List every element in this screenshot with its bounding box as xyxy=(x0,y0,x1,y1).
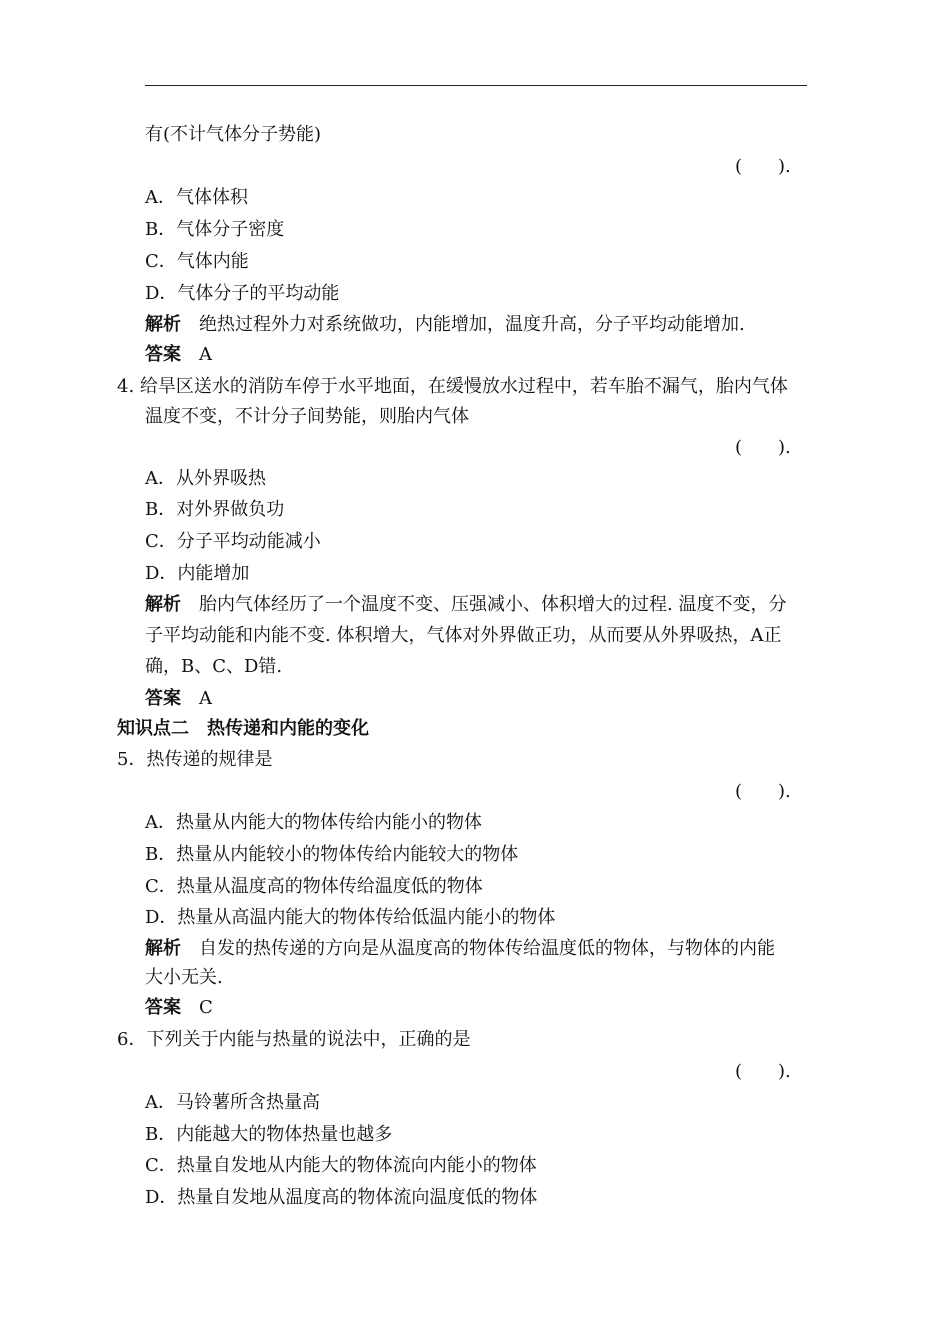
q5-option-a: A．热量从内能大的物体传给内能小的物体 xyxy=(145,812,482,833)
q6-option-a: A．马铃薯所含热量高 xyxy=(145,1092,320,1113)
q5-option-c: C．热量从温度高的物体传给温度低的物体 xyxy=(145,876,483,897)
q4-option-c: C．分子平均动能减小 xyxy=(145,531,321,552)
q6-stem: 6．下列关于内能与热量的说法中，正确的是 xyxy=(117,1029,471,1050)
q4-answer-value: A xyxy=(199,688,212,709)
q3-option-b: B．气体分子密度 xyxy=(145,219,285,240)
q5-analysis-line2: 大小无关. xyxy=(145,967,223,988)
q4-stem-line2: 温度不变，不计分子间势能，则胎内气体 xyxy=(145,406,469,427)
q3-analysis xyxy=(145,314,745,336)
q3-analysis-text: 绝热过程外力对系统做功，内能增加，温度升高，分子平均动能增加. xyxy=(199,314,745,335)
q4-analysis-line2: 子平均动能和内能不变. 体积增大，气体对外界做正功，从而要从外界吸热，A正 xyxy=(145,625,782,646)
q4-option-b: B．对外界做负功 xyxy=(145,499,285,520)
q4-stem-line1: 4. 给旱区送水的消防车停于水平地面，在缓慢放水过程中，若车胎不漏气，胎内气体 xyxy=(117,376,788,397)
q5-answer-value: C xyxy=(199,997,213,1018)
q4-analysis-text-1: 胎内气体经历了一个温度不变、压强减小、体积增大的过程. 温度不变，分 xyxy=(199,594,787,615)
q5-stem: 5．热传递的规律是 xyxy=(117,749,273,770)
q5-analysis-text-1: 自发的热传递的方向是从温度高的物体传给温度低的物体，与物体的内能 xyxy=(199,938,775,959)
q5-answer xyxy=(145,997,213,1019)
answer-label: 答案 xyxy=(145,344,181,365)
analysis-label: 解析 xyxy=(145,938,181,959)
q5-option-b: B．热量从内能较小的物体传给内能较大的物体 xyxy=(145,844,519,865)
q3-answer-value: A xyxy=(199,344,212,365)
q4-analysis-line3: 确，B、C、D错. xyxy=(145,656,283,677)
q3-option-c: C．气体内能 xyxy=(145,251,249,272)
q4-analysis-line1 xyxy=(145,594,786,616)
q6-option-c: C．热量自发地从内能大的物体流向内能小的物体 xyxy=(145,1155,537,1176)
answer-label: 答案 xyxy=(145,997,181,1018)
q4-answer xyxy=(145,688,212,710)
header-rule xyxy=(145,85,807,86)
q4-option-a: A．从外界吸热 xyxy=(145,468,266,489)
q6-answer-bracket: ( ). xyxy=(735,1061,791,1082)
analysis-label: 解析 xyxy=(145,594,181,615)
section-heading: 知识点二 热传递和内能的变化 xyxy=(117,718,369,739)
q5-answer-bracket: ( ). xyxy=(735,781,791,802)
q6-option-b: B．内能越大的物体热量也越多 xyxy=(145,1124,393,1145)
q5-analysis-line1 xyxy=(145,938,775,960)
analysis-label: 解析 xyxy=(145,314,181,335)
q3-answer-bracket: ( ). xyxy=(735,156,791,177)
q3-option-d: D．气体分子的平均动能 xyxy=(145,283,340,304)
q5-option-d: D．热量从高温内能大的物体传给低温内能小的物体 xyxy=(145,907,556,928)
q3-option-a: A．气体体积 xyxy=(145,187,248,208)
q6-option-d: D．热量自发地从温度高的物体流向温度低的物体 xyxy=(145,1187,538,1208)
answer-label: 答案 xyxy=(145,688,181,709)
q4-answer-bracket: ( ). xyxy=(735,437,791,458)
q3-answer xyxy=(145,344,212,366)
q3-stem-tail: 有(不计气体分子势能) xyxy=(145,124,322,145)
q4-option-d: D．内能增加 xyxy=(145,563,250,584)
